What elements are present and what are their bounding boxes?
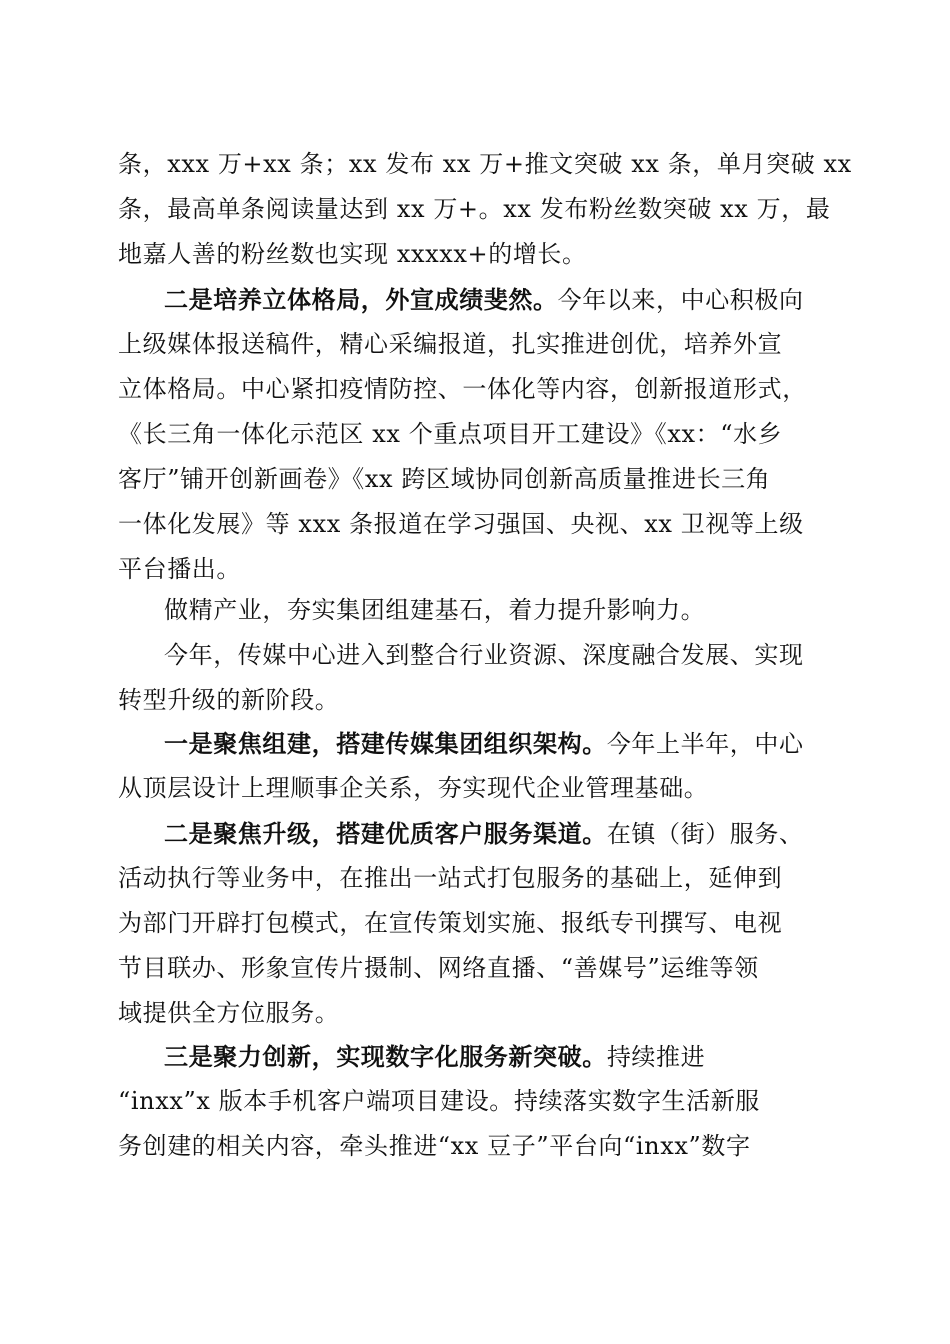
paragraph-heading: 二是培养立体格局，外宣成绩斐然。 [164, 285, 558, 314]
text-line: 《长三角一体化示范区 xx 个重点项目开工建设》《xx：“水乡 [118, 420, 783, 448]
text-line: 一体化发展》等 xxx 条报道在学习强国、央视、xx 卫视等上级 [118, 510, 804, 538]
text-line: 务创建的相关内容，牵头推进“xx 豆子”平台向“inxx”数字 [118, 1132, 751, 1160]
paragraph-5 [118, 721, 834, 811]
paragraph-3 [118, 588, 834, 633]
text-line: 活动执行等业务中，在推出一站式打包服务的基础上，延伸到 [118, 864, 783, 892]
paragraph-heading: 二是聚焦升级，搭建优质客户服务渠道。 [164, 819, 607, 848]
text-line: 域提供全方位服务。 [118, 999, 340, 1027]
text-run: 在镇（街）服务、 [606, 820, 804, 848]
paragraph-2 [118, 277, 834, 592]
paragraph-heading: 三是聚力创新，实现数字化服务新突破。 [164, 1042, 607, 1071]
paragraph-heading: 一是聚焦组建，搭建传媒集团组织架构。 [164, 729, 607, 758]
text-line: 今年，传媒中心进入到整合行业资源、深度融合发展、实现 [164, 641, 804, 669]
paragraph-4 [118, 633, 834, 723]
text-line: 平台播出。 [118, 555, 241, 583]
text-line: 为部门开辟打包模式，在宣传策划实施、报纸专刊撰写、电视 [118, 909, 783, 937]
text-run: 今年以来，中心积极向 [557, 286, 804, 314]
text-line: 地嘉人善的粉丝数也实现 xxxxx+的增长。 [118, 240, 587, 268]
text-line: 做精产业，夯实集团组建基石，着力提升影响力。 [164, 596, 706, 624]
text-line [118, 811, 834, 856]
text-line: 条，xxx 万+xx 条；xx 发布 xx 万+推文突破 xx 条，单月突破 xx [118, 150, 852, 178]
text-line: 立体格局。中心紧扣疫情防控、一体化等内容，创新报道形式， [118, 375, 807, 403]
text-line: 客厅”铺开创新画卷》《xx 跨区域协同创新高质量推进长三角 [118, 465, 771, 493]
text-line: 节目联办、形象宣传片摄制、网络直播、“善媒号”运维等领 [118, 954, 759, 982]
text-line [118, 277, 834, 322]
paragraph-1 [118, 142, 852, 277]
text-line: 转型升级的新阶段。 [118, 686, 340, 714]
text-line: 上级媒体报送稿件，精心采编报道，扎实推进创优，培养外宣 [118, 330, 783, 358]
text-line: 条，最高单条阅读量达到 xx 万+。xx 发布粉丝数突破 xx 万，最 [118, 195, 831, 223]
text-line: “inxx”x 版本手机客户端项目建设。持续落实数字生活新服 [118, 1087, 760, 1115]
paragraph-7 [118, 1034, 834, 1169]
text-line [118, 721, 834, 766]
text-line [118, 1034, 834, 1079]
text-line: 从顶层设计上理顺事企关系，夯实现代企业管理基础。 [118, 774, 709, 802]
text-run: 今年上半年，中心 [606, 730, 804, 758]
paragraph-6 [118, 811, 834, 1036]
text-run: 持续推进 [606, 1043, 706, 1071]
